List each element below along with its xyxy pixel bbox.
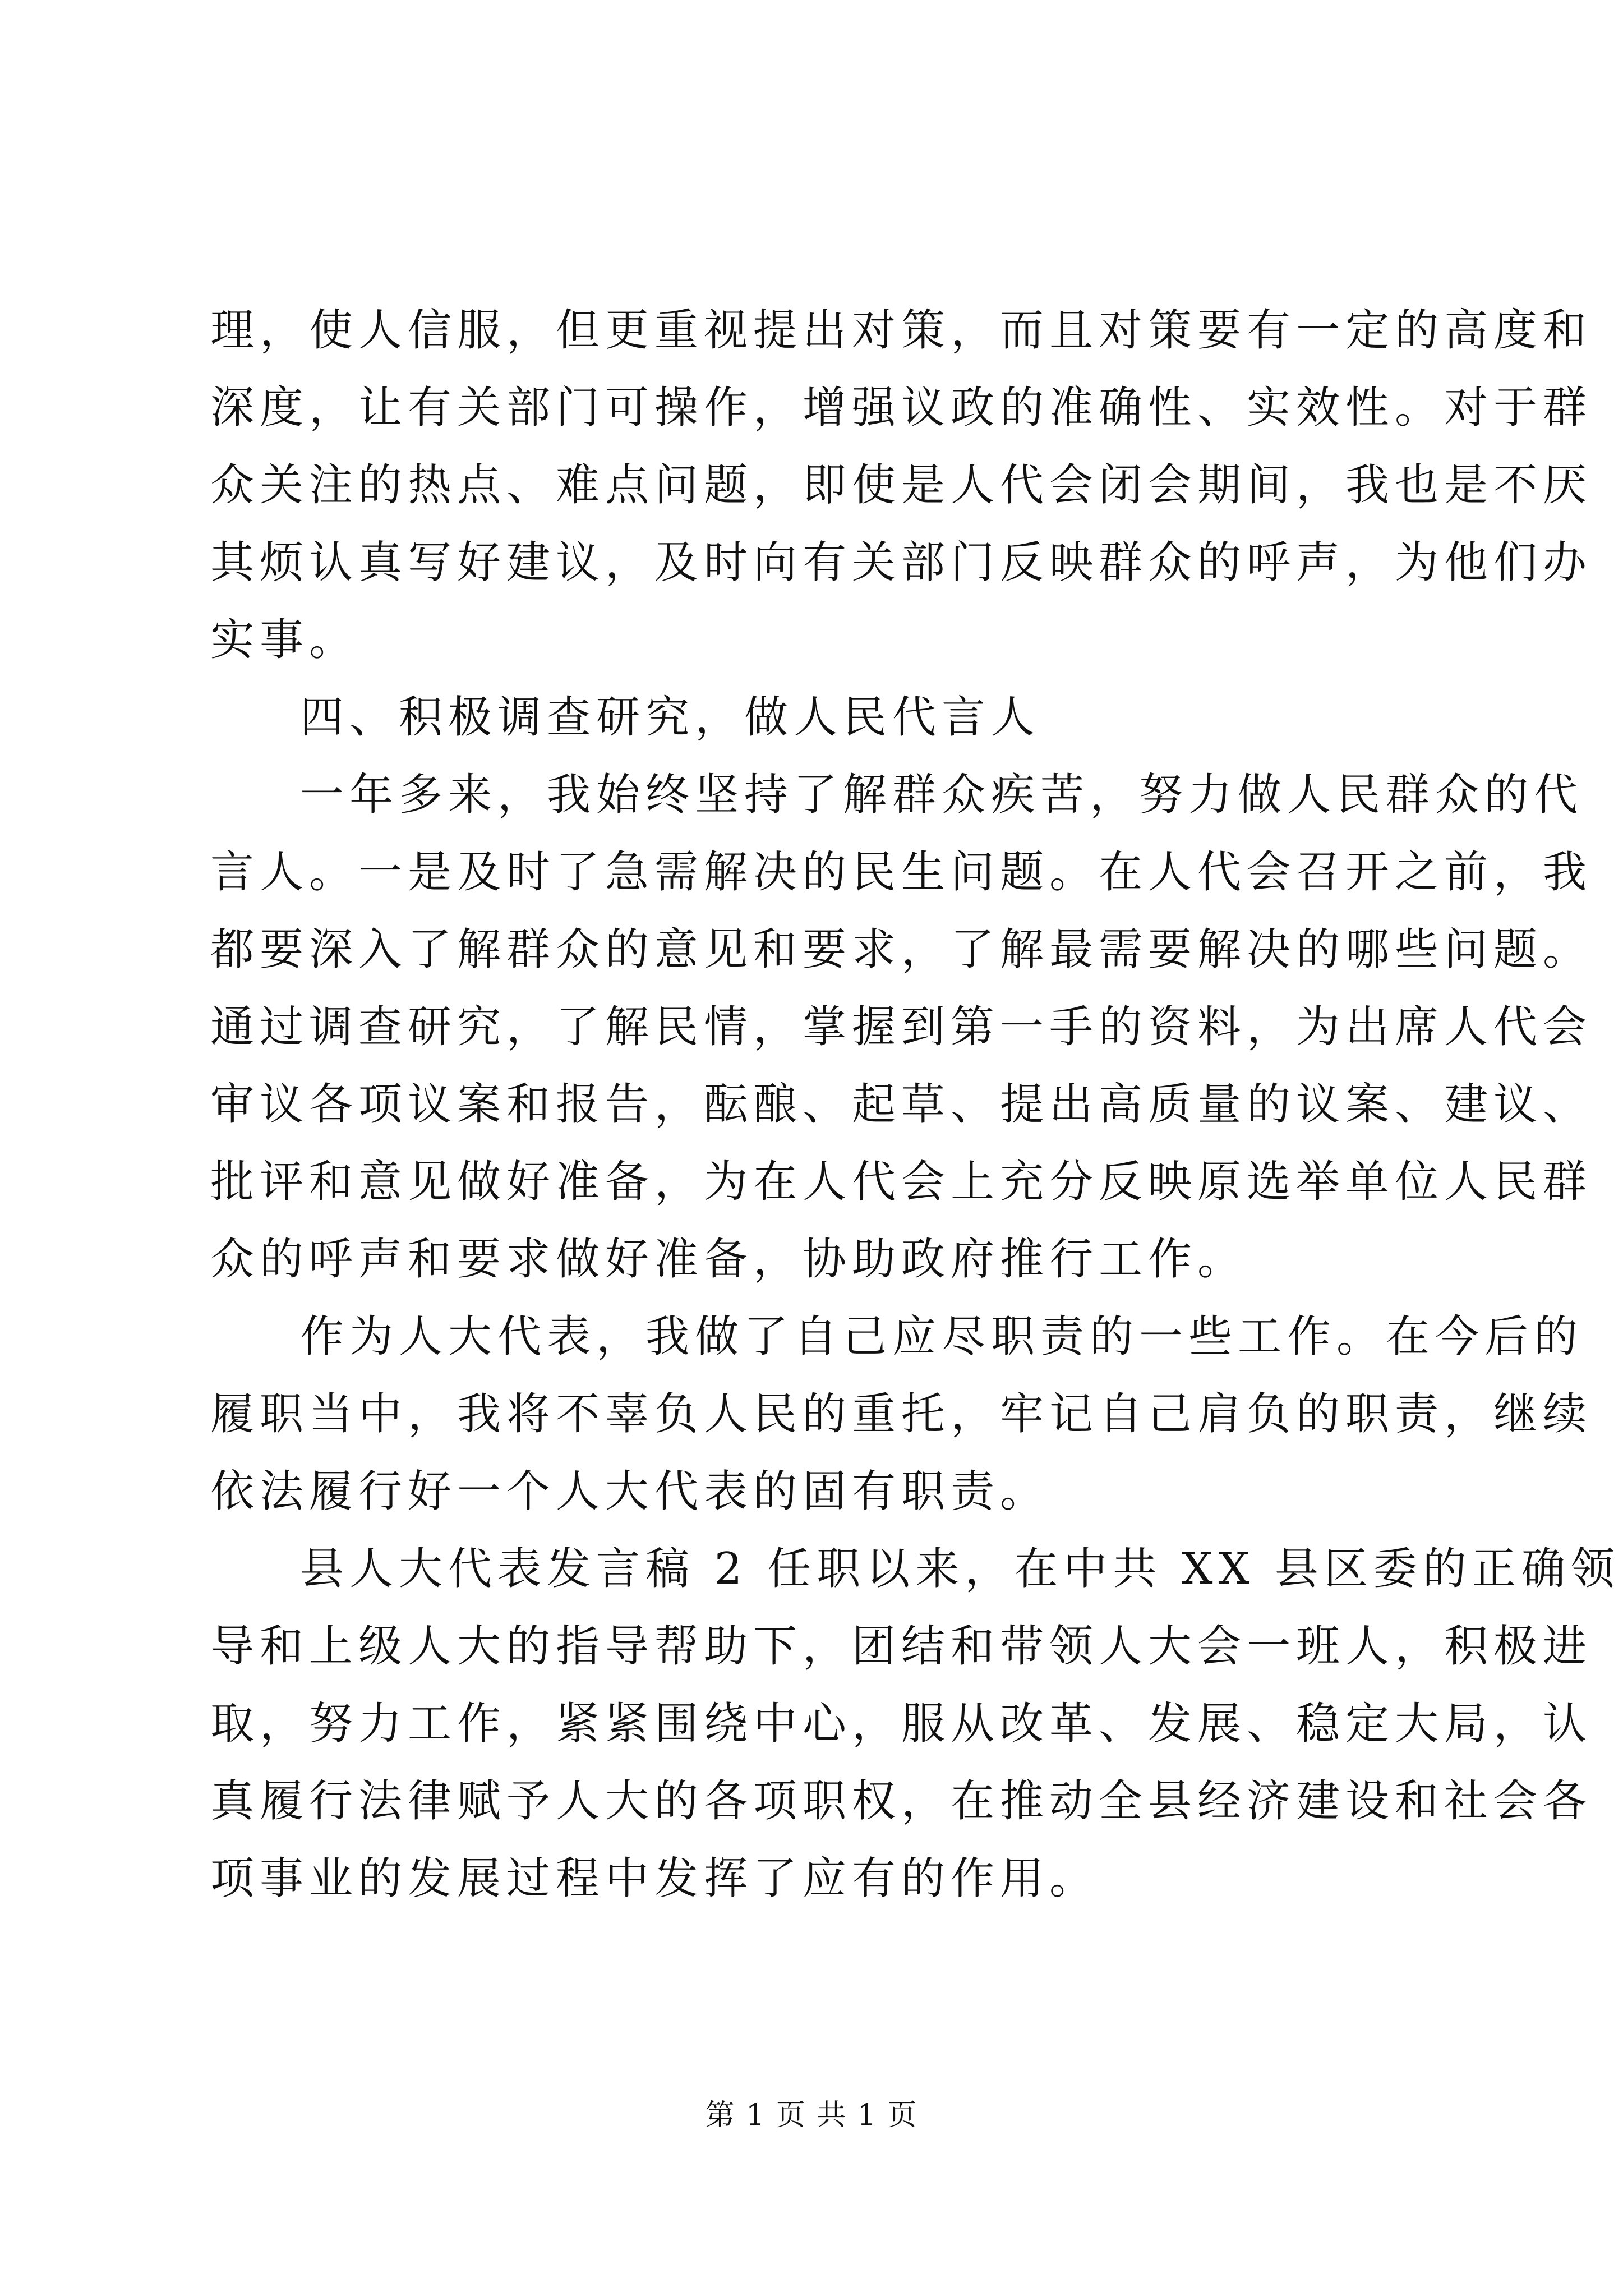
text-line: 其烦认真写好建议，及时向有关部门反映群众的呼声，为他们办 xyxy=(210,537,1593,588)
text-line: 都要深入了解群众的意见和要求，了解最需要解决的哪些问题。 xyxy=(210,924,1593,975)
text-line: 审议各项议案和报告，酝酿、起草、提出高质量的议案、建议、 xyxy=(210,1079,1593,1130)
text-line: 实事。 xyxy=(210,615,359,665)
text-line: 理，使人信服，但更重视提出对策，而且对策要有一定的高度和 xyxy=(210,305,1593,356)
text-line: 履职当中，我将不辜负人民的重托，牢记自己肩负的职责，继续 xyxy=(210,1389,1593,1439)
text-line: 依法履行好一个人大代表的固有职责。 xyxy=(210,1466,1050,1517)
text-line: 项事业的发展过程中发挥了应有的作用。 xyxy=(210,1853,1099,1904)
section-heading: 四、积极调查研究，做人民代言人 xyxy=(300,692,1041,743)
text-line: 作为人大代表，我做了自己应尽职责的一些工作。在今后的 xyxy=(300,1312,1584,1362)
text-line: 真履行法律赋予人大的各项职权，在推动全县经济建设和社会各 xyxy=(210,1776,1593,1826)
text-line: 县人大代表发言稿 2 任职以来，在中共 XX 县区委的正确领 xyxy=(300,1544,1620,1594)
text-line: 深度，让有关部门可操作，增强议政的准确性、实效性。对于群 xyxy=(210,383,1593,433)
document-body xyxy=(210,292,1620,1917)
text-line: 导和上级人大的指导帮助下，团结和带领人大会一班人，积极进 xyxy=(210,1621,1593,1672)
text-line: 取，努力工作，紧紧围绕中心，服从改革、发展、稳定大局，认 xyxy=(210,1699,1593,1749)
text-line: 通过调查研究，了解民情，掌握到第一手的资料，为出席人代会 xyxy=(210,1002,1593,1052)
text-line: 众关注的热点、难点问题，即使是人代会闭会期间，我也是不厌 xyxy=(210,460,1593,510)
page-footer: 第 1 页 共 1 页 xyxy=(705,2099,918,2132)
text-line: 众的呼声和要求做好准备，协助政府推行工作。 xyxy=(210,1234,1247,1285)
text-line: 一年多来，我始终坚持了解群众疾苦，努力做人民群众的代 xyxy=(300,770,1584,820)
text-line: 批评和意见做好准备，为在人代会上充分反映原选举单位人民群 xyxy=(210,1157,1593,1207)
text-line: 言人。一是及时了急需解决的民生问题。在人代会召开之前，我 xyxy=(210,847,1593,898)
